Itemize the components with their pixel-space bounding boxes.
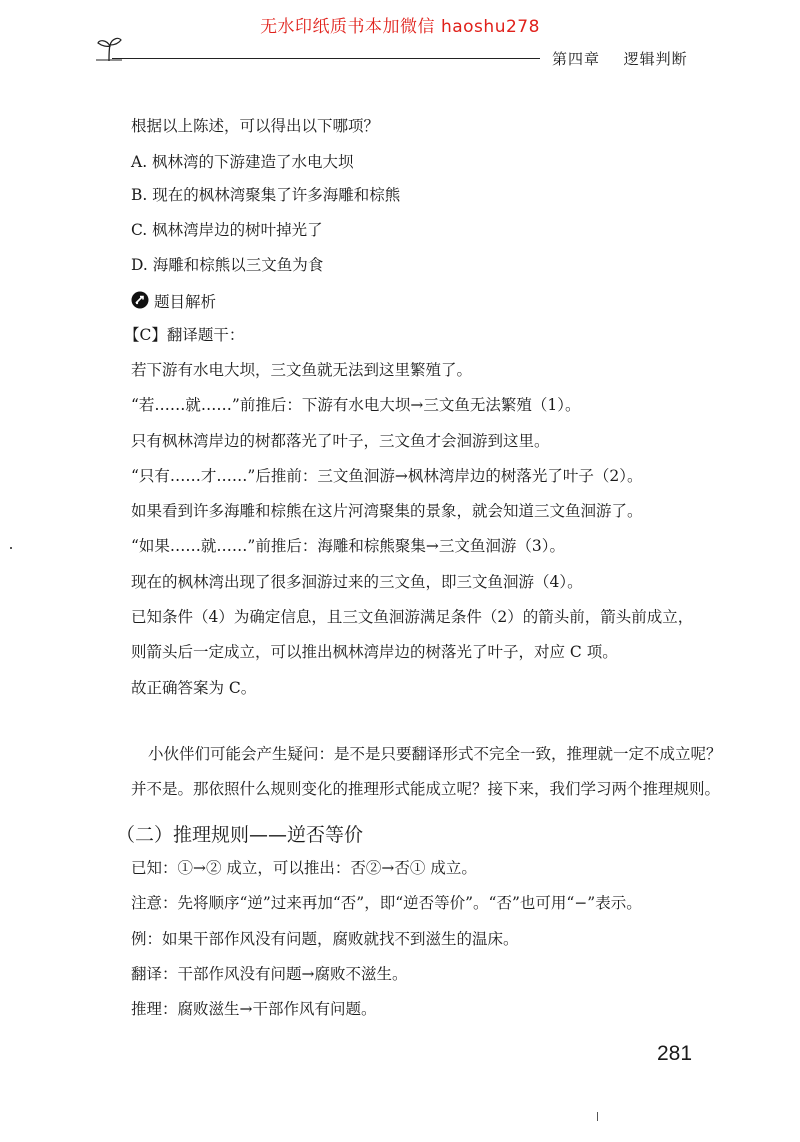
- option-c: C. 枫林湾岸边的树叶掉光了: [131, 221, 323, 239]
- option-b: B. 现在的枫林湾聚集了许多海雕和棕熊: [131, 186, 401, 204]
- analysis-title: 题目解析: [154, 293, 217, 311]
- analysis-line-2: 若下游有水电大坝，三文鱼就无法到这里繁殖了。: [131, 361, 473, 379]
- analysis-line-6: 如果看到许多海雕和棕熊在这片河湾聚集的景象，就会知道三文鱼洄游了。: [131, 502, 643, 520]
- header-rule: [112, 58, 540, 59]
- option-d: D. 海雕和棕熊以三文鱼为食: [131, 256, 324, 274]
- page-number: 281: [657, 1042, 693, 1065]
- rule-line-2: 注意：先将顺序“逆”过来再加“否”，即“逆否等价”。“否”也可用“−”表示。: [131, 894, 642, 912]
- option-a: A. 枫林湾的下游建造了水电大坝: [131, 153, 354, 171]
- analysis-line-10: 则箭头后一定成立，可以推出枫林湾岸边的树落光了叶子，对应 C 项。: [131, 643, 618, 661]
- section-heading: （二）推理规则——逆否等价: [116, 824, 364, 846]
- scan-speck: [597, 1112, 598, 1121]
- scan-speck: [10, 547, 12, 549]
- analysis-line-8: 现在的枫林湾出现了很多洄游过来的三文鱼，即三文鱼洄游（4）。: [131, 573, 583, 591]
- analysis-icon: [131, 291, 149, 309]
- chapter-label: 第四章: [552, 50, 601, 68]
- rule-line-3: 例：如果干部作风没有问题，腐败就找不到滋生的温床。: [131, 930, 519, 948]
- rule-line-5: 推理：腐败滋生→干部作风有问题。: [131, 1000, 377, 1018]
- rule-line-1: 已知：①→② 成立，可以推出：否②→否① 成立。: [131, 859, 477, 877]
- analysis-line-5: “只有……才……”后推前：三文鱼洄游→枫林湾岸边的树落光了叶子（2）。: [131, 467, 643, 485]
- analysis-line-3: “若……就……”前推后：下游有水电大坝→三文鱼无法繁殖（1）。: [131, 396, 581, 414]
- rule-line-4: 翻译：干部作风没有问题→腐败不滋生。: [131, 965, 408, 983]
- intro-line-1: 小伙伴们可能会产生疑问：是不是只要翻译形式不完全一致，推理就一定不成立呢？: [148, 745, 722, 763]
- analysis-line-7: “如果……就……”前推后：海雕和棕熊聚集→三文鱼洄游（3）。: [131, 537, 565, 555]
- analysis-line-9: 已知条件（4）为确定信息，且三文鱼洄游满足条件（2）的箭头前，箭头前成立，: [131, 608, 694, 626]
- intro-line-2: 并不是。那依照什么规则变化的推理形式能成立呢？接下来，我们学习两个推理规则。: [131, 780, 721, 798]
- chapter-title: 逻辑判断: [623, 50, 688, 68]
- analysis-line-4: 只有枫林湾岸边的树都落光了叶子，三文鱼才会洄游到这里。: [131, 432, 550, 450]
- question-prompt: 根据以上陈述，可以得出以下哪项？: [131, 117, 380, 135]
- running-header: [552, 48, 688, 69]
- watermark-text: 无水印纸质书本加微信 haoshu278: [260, 17, 540, 37]
- analysis-line-1: 【C】翻译题干：: [124, 326, 245, 344]
- analysis-line-11: 故正确答案为 C。: [131, 679, 257, 697]
